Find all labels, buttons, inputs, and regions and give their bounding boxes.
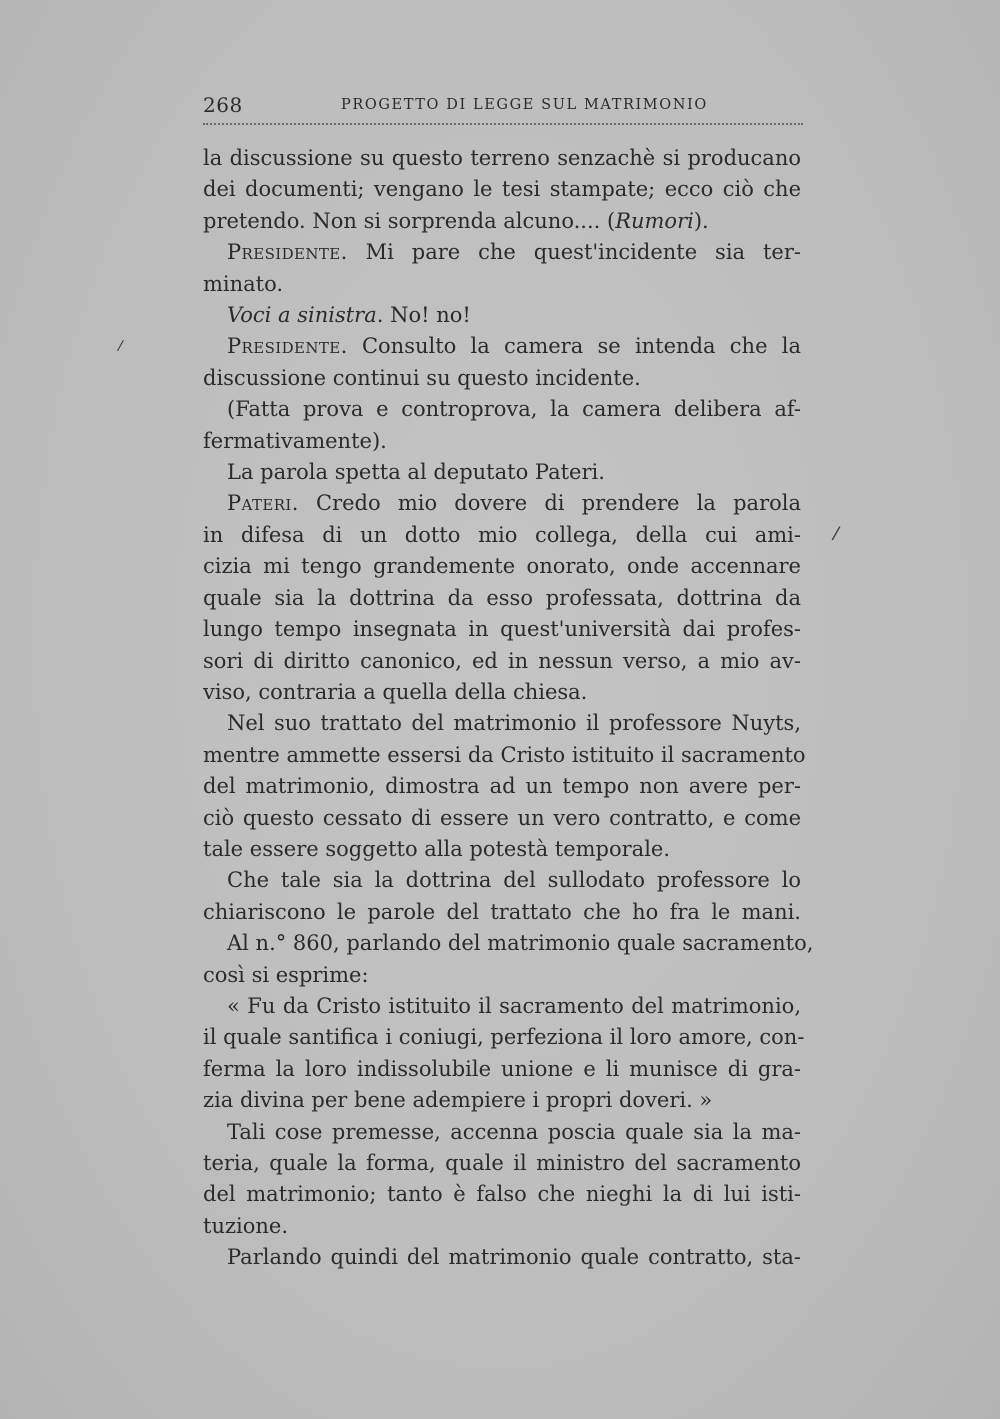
text-line: viso, contraria a quella della chiesa. (203, 679, 588, 704)
stage-direction: Rumori (615, 208, 694, 233)
text-line: Tali cose premesse, accenna poscia quale sia la ma- (227, 1119, 801, 1144)
text-line: Parlando quindi del matrimonio quale contratto, sta- (227, 1245, 801, 1270)
running-title: PROGETTO DI LEGGE SUL MATRIMONIO (341, 97, 708, 113)
text-line: in difesa di un dotto mio collega, della cui ami- (203, 522, 801, 547)
text-line: così si esprime: (203, 962, 369, 987)
text-line: chiariscono le parole del trattato che ho fra le mani. (203, 899, 801, 924)
text-line: tale essere soggetto alla potestà temporale. (203, 836, 671, 861)
quotation-line: il quale santifica i coniugi, perfeziona il loro amore, con- (203, 1025, 805, 1050)
text-line: ciò questo cessato di essere un vero contratto, e come (203, 805, 801, 830)
text-line: discussione continui su questo incidente. (203, 365, 641, 390)
quotation-line: zia divina per bene adempiere i propri doveri. » (203, 1088, 713, 1113)
text-line: Che tale sia la dottrina del sullodato professore lo (227, 868, 801, 893)
speaker-line: Presidente. Mi pare che quest'incidente sia ter- (227, 240, 801, 265)
speaker-line: Voci a sinistra. No! no! (227, 303, 471, 328)
text-line: mentre ammette essersi da Cristo istituito il sacramento (203, 742, 806, 767)
page-number: 268 (203, 93, 243, 117)
text-line: la discussione su questo terreno senzachè si producano (203, 146, 801, 170)
text-line: sori di diritto canonico, ed in nessun verso, a mio av- (203, 648, 801, 673)
text-line: lungo tempo insegnata in quest'università dai profes- (203, 617, 801, 642)
running-head (203, 93, 803, 127)
body-text (203, 143, 814, 1274)
text-line: minato. (203, 271, 284, 296)
text-line: Nel suo trattato del matrimonio il professore Nuyts, (227, 711, 801, 736)
text-line: dei documenti; vengano le tesi stampate; ecco ciò che (203, 177, 801, 202)
speaker-name: Presidente. (227, 240, 348, 265)
text-line: La parola spetta al deputato Pateri. (227, 460, 605, 485)
text-line: cizia mi tengo grandemente onorato, onde accennare (203, 554, 801, 579)
speaker-name: Voci a sinistra. (227, 303, 384, 328)
margin-mark: / (830, 522, 842, 545)
text-line: pretendo. Non si sorprenda alcuno.... (Rumori). (203, 208, 709, 233)
text-line: tuzione. (203, 1213, 289, 1238)
quotation-line: ferma la loro indissolubile unione e li munisce di gra- (203, 1056, 801, 1081)
quotation-line: « Fu da Cristo istituito il sacramento del matrimonio, (227, 993, 801, 1018)
speaker-name: Presidente. (227, 334, 348, 359)
speaker-name: Pateri. (227, 491, 299, 516)
text-line: fermativamente). (203, 428, 387, 453)
text-line: Al n.° 860, parlando del matrimonio quale sacramento, (227, 931, 814, 956)
margin-mark: / (116, 337, 125, 355)
header-dotted-rule (203, 123, 803, 125)
text-line: del matrimonio; tanto è falso che nieghi la di lui isti- (203, 1182, 801, 1207)
text-line: quale sia la dottrina da esso professata, dottrina da (203, 585, 801, 610)
text-line: teria, quale la forma, quale il ministro del sacramento (203, 1151, 801, 1175)
speaker-line: Presidente. Consulto la camera se intenda che la (227, 334, 801, 359)
speaker-line: Pateri. Credo mio dovere di prendere la parola (227, 491, 801, 516)
text-line: (Fatta prova e controprova, la camera delibera af- (227, 397, 801, 422)
text-line: del matrimonio, dimostra ad un tempo non avere per- (203, 774, 801, 799)
